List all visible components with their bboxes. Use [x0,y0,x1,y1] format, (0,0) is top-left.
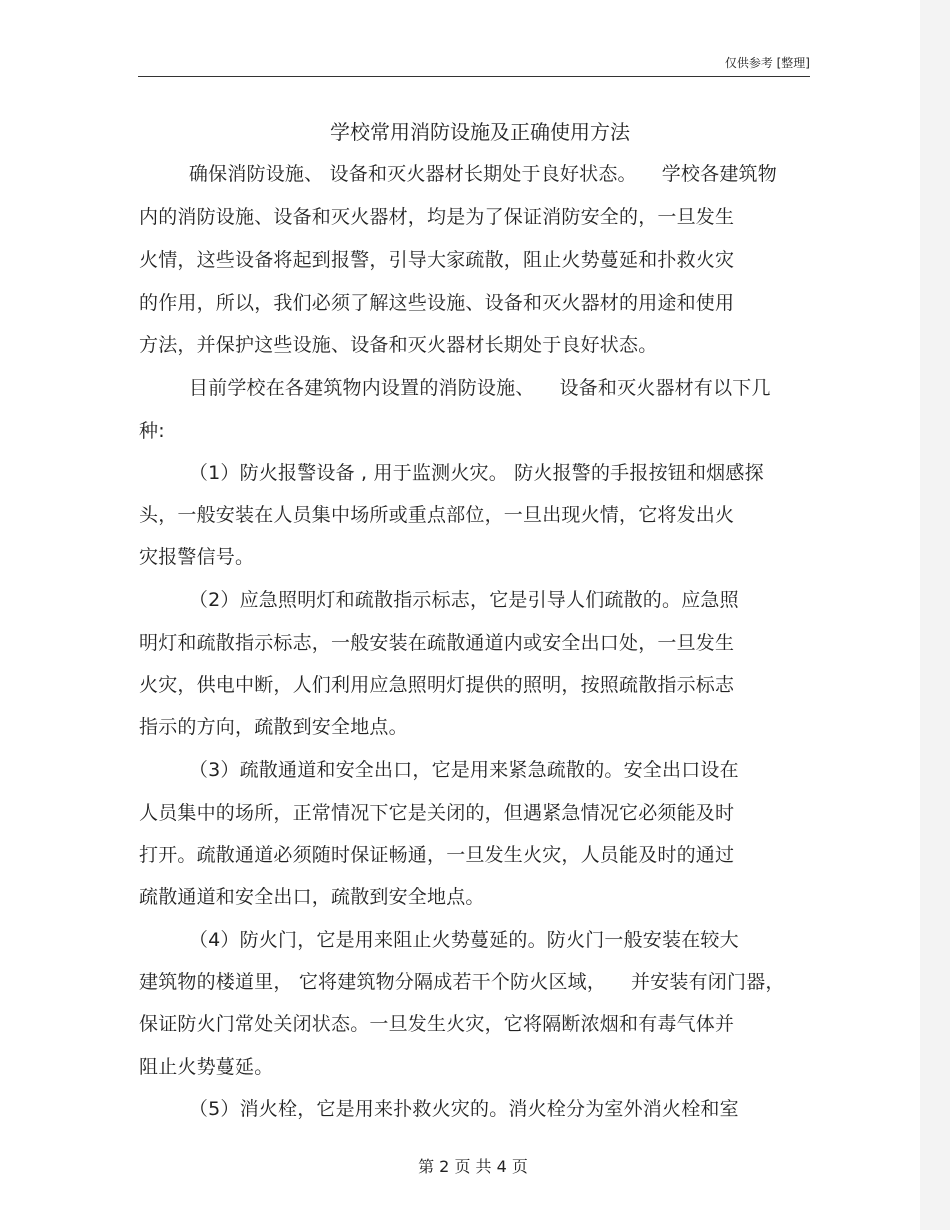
page-footer: 第 2 页 共 4 页 [418,1157,528,1176]
body-line: （5）消火栓，它是用来扑救火灾的。消火栓分为室外消火栓和室 [139,1098,739,1120]
body-line: 灾报警信号。 [139,546,255,568]
body-line: 阻止火势蔓延。 [139,1056,274,1078]
body-line: 种: [139,420,165,442]
header-rule [138,76,810,77]
body-line: 内的消防设施、设备和灭火器材，均是为了保证消防安全的，一旦发生 [139,206,735,228]
body-line: （3）疏散通道和安全出口，它是用来紧急疏散的。安全出口设在 [139,759,739,781]
body-line: 的作用，所以，我们必须了解这些设施、设备和灭火器材的用途和使用 [139,292,735,314]
body-line: 指示的方向，疏散到安全地点。 [139,716,408,738]
body-line: （1）防火报警设备 , 用于监测火灾。 防火报警的手报按钮和烟感探 [139,462,764,484]
body-line: 建筑物的楼道里， 它将建筑物分隔成若干个防火区域， 并安装有闭门器， [139,971,785,993]
page-margin [920,0,950,1230]
body-line: 头，一般安装在人员集中场所或重点部位，一旦出现火情，它将发出火 [139,504,735,526]
body-line: 打开。疏散通道必须随时保证畅通，一旦发生火灾，人员能及时的通过 [139,844,735,866]
body-line: 火灾，供电中断，人们利用应急照明灯提供的照明，按照疏散指示标志 [139,674,735,696]
body-line: （2）应急照明灯和疏散指示标志，它是引导人们疏散的。应急照 [139,589,739,611]
body-line: 目前学校在各建筑物内设置的消防设施、 设备和灭火器材有以下几 [139,377,771,399]
header-note: 仅供参考 [整理] [724,56,810,70]
body-line: 保证防火门常处关闭状态。一旦发生火灾，它将隔断浓烟和有毒气体并 [139,1013,735,1035]
document-title: 学校常用消防设施及正确使用方法 [330,120,630,144]
body-line: 火情，这些设备将起到报警，引导大家疏散，阻止火势蔓延和扑救火灾 [139,249,735,271]
body-line: （4）防火门，它是用来阻止火势蔓延的。防火门一般安装在较大 [139,929,739,951]
body-line: 方法，并保护这些设施、设备和灭火器材长期处于良好状态。 [139,334,658,356]
body-line: 疏散通道和安全出口，疏散到安全地点。 [139,886,485,908]
body-line: 确保消防设施、 设备和灭火器材长期处于良好状态。 学校各建筑物 [139,163,777,185]
body-line: 人员集中的场所，正常情况下它是关闭的，但遇紧急情况它必须能及时 [139,802,735,824]
body-line: 明灯和疏散指示标志，一般安装在疏散通道内或安全出口处，一旦发生 [139,632,735,654]
